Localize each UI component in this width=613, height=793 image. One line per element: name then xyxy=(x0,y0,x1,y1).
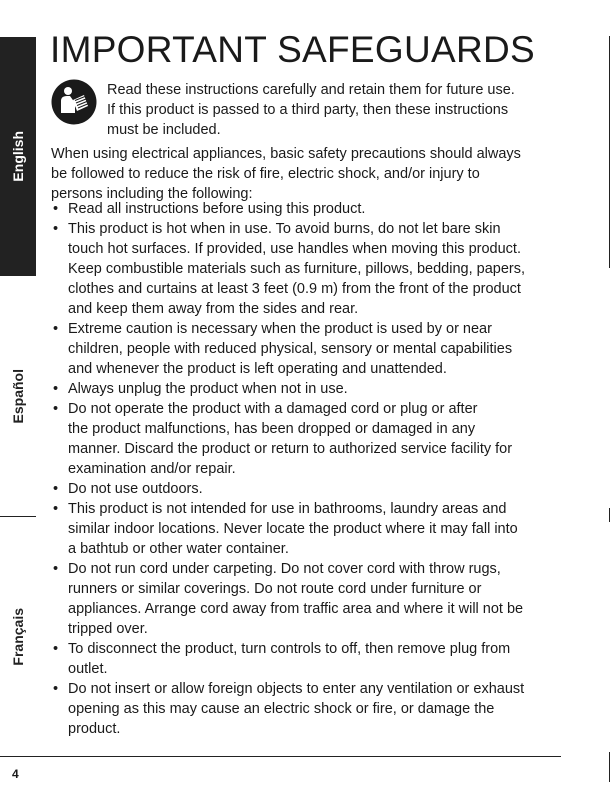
edge-mark xyxy=(609,752,610,782)
read-manual-icon xyxy=(51,79,97,125)
list-item-line: and whenever the product is left operating and unattended. xyxy=(68,361,447,377)
footer-divider xyxy=(0,756,561,757)
intro-line: If this product is passed to a third party, then these instructions xyxy=(107,102,509,118)
list-item xyxy=(51,219,571,319)
list-item-line: tripped over. xyxy=(68,621,148,637)
list-item-line: Do not run cord under carpeting. Do not cover cord with throw rugs, xyxy=(68,561,501,577)
intro-line: must be included. xyxy=(107,122,221,138)
list-item-line: This product is hot when in use. To avoid burns, do not let bare skin xyxy=(68,221,501,237)
edge-mark xyxy=(609,36,610,268)
list-item-line: runners or similar coverings. Do not route cord under furniture or xyxy=(68,581,482,597)
edge-mark xyxy=(609,508,610,522)
bullet-icon: • xyxy=(53,401,59,417)
list-item-line: Keep combustible materials such as furniture, pillows, bedding, papers, xyxy=(68,261,525,277)
list-item-line: Read all instructions before using this product. xyxy=(68,201,366,217)
list-item-line: appliances. Arrange cord away from traffic area and where it will not be xyxy=(68,601,524,617)
bullet-icon: • xyxy=(53,381,59,397)
bullet-icon: • xyxy=(53,681,59,697)
list-item xyxy=(51,499,571,559)
list-item-line: a bathtub or other water container. xyxy=(68,541,289,557)
list-item xyxy=(51,479,571,499)
list-item xyxy=(51,639,571,679)
bullet-icon: • xyxy=(53,561,59,577)
lead-paragraph xyxy=(51,144,566,204)
lead-line: When using electrical appliances, basic safety precautions should always xyxy=(51,146,521,162)
bullet-icon: • xyxy=(53,221,59,237)
bullet-icon: • xyxy=(53,201,59,217)
list-item xyxy=(51,679,571,739)
list-item-line: Do not insert or allow foreign objects to enter any ventilation or exhaust xyxy=(68,681,525,697)
bullet-icon: • xyxy=(53,481,59,497)
tab-espanol[interactable] xyxy=(0,276,36,517)
list-item-line: Extreme caution is necessary when the product is used by or near xyxy=(68,321,492,337)
intro-text xyxy=(107,80,567,140)
list-item-line: the product malfunctions, has been dropped or damaged in any xyxy=(68,421,476,437)
list-item xyxy=(51,399,571,479)
list-item-line: and keep them away from the sides and rear. xyxy=(68,301,359,317)
list-item-line: Always unplug the product when not in use. xyxy=(68,381,348,397)
lead-line: persons including the following: xyxy=(51,186,253,202)
list-item-line: Do not operate the product with a damaged cord or plug or after xyxy=(68,401,478,417)
lead-line: be followed to reduce the risk of fire, electric shock, and/or injury to xyxy=(51,166,480,182)
list-item xyxy=(51,559,571,639)
tab-english-label: English xyxy=(10,131,26,182)
bullet-icon: • xyxy=(53,641,59,657)
tab-english[interactable] xyxy=(0,37,36,276)
page-number: 4 xyxy=(12,767,19,781)
list-item-line: touch hot surfaces. If provided, use handles when moving this product. xyxy=(68,241,521,257)
list-item-line: product. xyxy=(68,721,121,737)
bullet-icon: • xyxy=(53,321,59,337)
safeguards-list xyxy=(51,199,571,739)
list-item-line: outlet. xyxy=(68,661,108,677)
list-item-line: opening as this may cause an electric shock or fire, or damage the xyxy=(68,701,495,717)
list-item-line: To disconnect the product, turn controls to off, then remove plug from xyxy=(68,641,511,657)
list-item-line: Do not use outdoors. xyxy=(68,481,203,497)
tab-francais-label: Français xyxy=(10,607,26,666)
list-item-line: This product is not intended for use in bathrooms, laundry areas and xyxy=(68,501,507,517)
page-title: IMPORTANT SAFEGUARDS xyxy=(50,29,536,70)
tab-espanol-label: Español xyxy=(10,368,26,424)
list-item-line: children, people with reduced physical, sensory or mental capabilities xyxy=(68,341,513,357)
list-item xyxy=(51,379,571,399)
list-item-line: clothes and curtains at least 3 feet (0.9 m) from the front of the product xyxy=(68,281,521,297)
bullet-icon: • xyxy=(53,501,59,517)
list-item-line: similar indoor locations. Never locate the product where it may fall into xyxy=(68,521,518,537)
list-item-line: manner. Discard the product or return to authorized service facility for xyxy=(68,441,513,457)
intro-line: Read these instructions carefully and retain them for future use. xyxy=(107,82,515,98)
list-item xyxy=(51,199,571,219)
tab-francais[interactable] xyxy=(0,517,36,756)
list-item-line: examination and/or repair. xyxy=(68,461,236,477)
list-item xyxy=(51,319,571,379)
